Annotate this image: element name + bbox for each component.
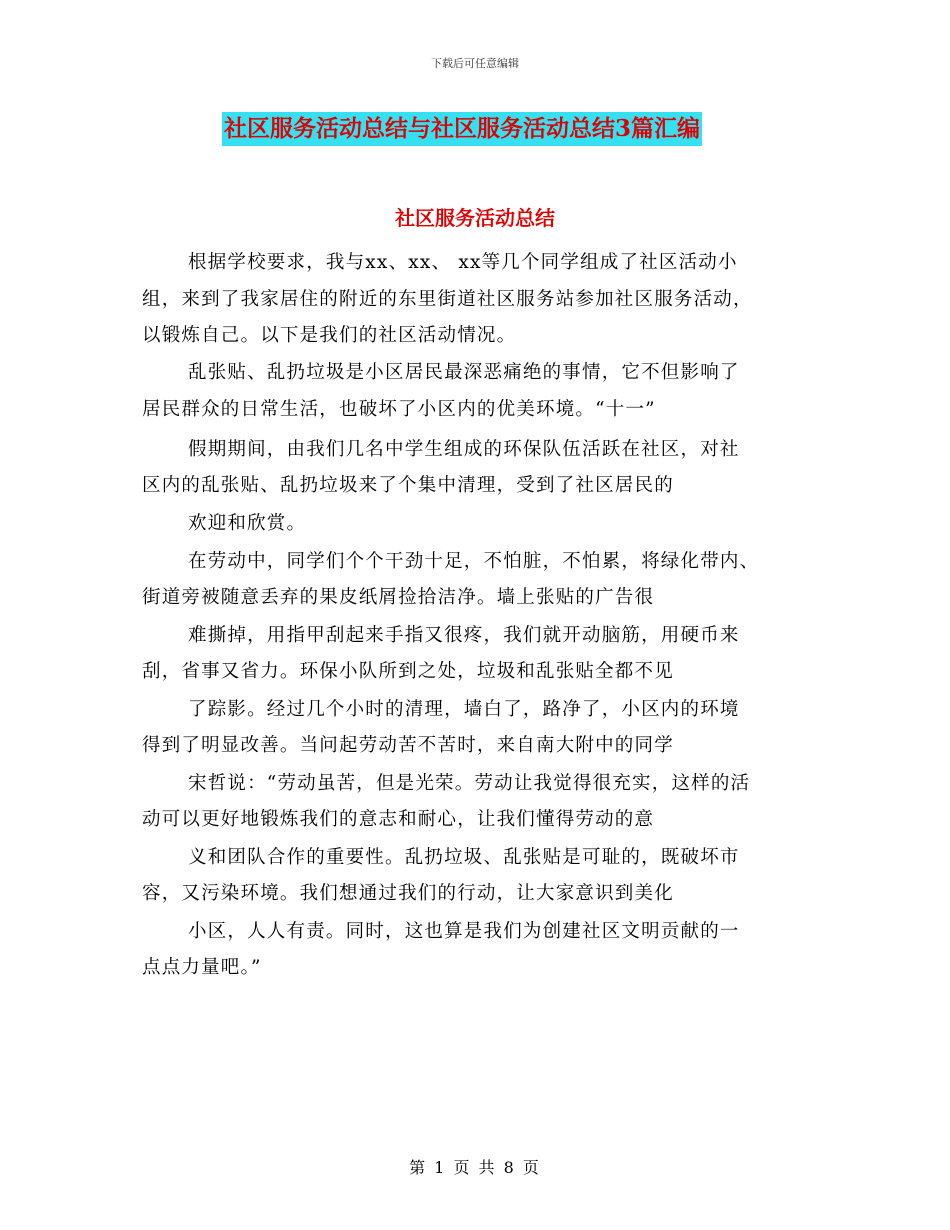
paragraph-line: 小区，人人有责。同时，这也算是我们为创建社区文明贡献的一 — [188, 921, 740, 942]
paragraph-line: 乱张贴、乱扔垃圾是小区居民最深恶痛绝的事情，它不但影响了 — [188, 362, 740, 383]
paragraph-line: 欢迎和欣赏。 — [188, 513, 307, 534]
paragraph-line: 了踪影。经过几个小时的清理，墙白了，路净了，小区内的环境 — [188, 699, 740, 720]
paragraph-line: 点点力量吧。” — [142, 957, 262, 978]
page-footer: 第 1 页 共 8 页 — [409, 1158, 541, 1177]
paragraph-line: 组，来到了我家居住的附近的东里街道社区服务站参加社区服务活动， — [142, 289, 753, 310]
paragraph-line: 刮，省事又省力。环保小队所到之处，垃圾和乱张贴全都不见 — [142, 661, 674, 682]
paragraph-line: 难撕掉，用指甲刮起来手指又很疼，我们就开动脑筋，用硬币来 — [188, 625, 740, 646]
paragraph-line: 容，又污染环境。我们想通过我们的行动，让大家意识到美化 — [142, 883, 674, 904]
section-title: 社区服务活动总结 — [395, 206, 555, 230]
paragraph-line: 在劳动中，同学们个个干劲十足，不怕脏，不怕累，将绿化带内、 — [188, 551, 760, 572]
paragraph-line: 动可以更好地锻炼我们的意志和耐心，让我们懂得劳动的意 — [142, 809, 655, 830]
paragraph-line: 街道旁被随意丢弃的果皮纸屑捡拾洁净。墙上张贴的广告很 — [142, 587, 655, 608]
header-note: 下载后可任意编辑 — [431, 57, 519, 70]
paragraph-line: 以锻炼自己。以下是我们的社区活动情况。 — [142, 325, 517, 346]
paragraph-line: 居民群众的日常生活，也破坏了小区内的优美环境。“十一” — [142, 399, 656, 420]
paragraph-line: 区内的乱张贴、乱扔垃圾来了个集中清理，受到了社区居民的 — [142, 475, 674, 496]
paragraph-line: 根据学校要求，我与xx、xx、 xx等几个同学组成了社区活动小 — [188, 252, 738, 273]
document-title: 社区服务活动总结与社区服务活动总结3篇汇编 — [222, 112, 702, 146]
paragraph-line: 得到了明显改善。当问起劳动苦不苦时，来自南大附中的同学 — [142, 735, 674, 756]
paragraph-line: 宋哲说：“劳动虽苦，但是光荣。劳动让我觉得很充实，这样的活 — [188, 773, 751, 794]
paragraph-line: 义和团队合作的重要性。乱扔垃圾、乱张贴是可耻的，既破坏市 — [188, 847, 740, 868]
paragraph-line: 假期期间，由我们几名中学生组成的环保队伍活跃在社区，对社 — [188, 439, 740, 460]
